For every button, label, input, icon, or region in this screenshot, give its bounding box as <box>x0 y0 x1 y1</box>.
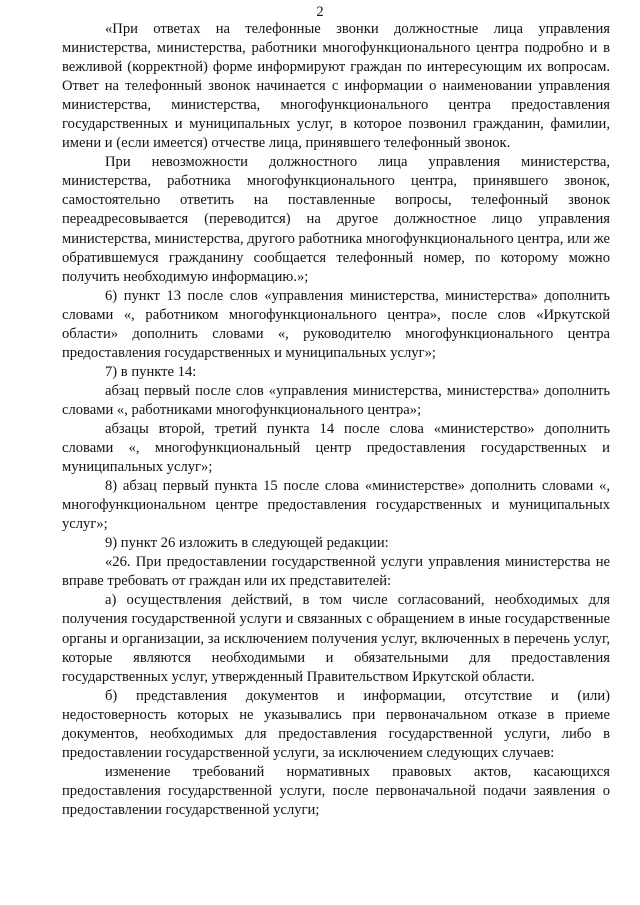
paragraph-item-7-first: абзац первый после слов «управления министерства, министерства» дополнить словами «, работниками многофункционального центра»; <box>62 382 610 418</box>
paragraph-item-6: 6) пункт 13 после слов «управления министерства, министерства» дополнить словами «, работником многофункционального центра», после слов «Иркутской области» дополнить словами «, руководителю многофункционального центра предоставления государственных и муниципальных услуг»; <box>62 287 610 361</box>
paragraph-item-9: 9) пункт 26 изложить в следующей редакции: <box>105 535 389 552</box>
paragraph-call-redirect: При невозможности должностного лица управления министерства, министерства, работника многофункционального центра, принявшего звонок, самостоятельно ответить на поставленные вопросы, телефонный звонок переадресовывается (переводится) на другое должностное лицо управления министерства, министерства, другого работника многофункционального центра, или же обратившемуся гражданину сообщается телефонный номер, по которому можно получить необходимую информацию.»; <box>62 154 610 285</box>
paragraph-item-7-second-third: абзацы второй, третий пункта 14 после слова «министерство» дополнить словами «, многофункциональный центр предоставления государственных и муниципальных услуг»; <box>62 420 610 476</box>
page-number: 2 <box>316 4 324 20</box>
paragraph-clause-26-a: а) осуществления действий, в том числе согласований, необходимых для получения государственной услуги и связанных с обращением в иные государственные органы и организации, за исключением получения услуг, включенных в перечень услуг, которые являются необходимыми и обязательными для предоставления государственных услуг, утвержденный Правительством Иркутской области. <box>62 592 610 685</box>
paragraph-item-7: 7) в пункте 14: <box>105 363 197 380</box>
paragraph-item-8: 8) абзац первый пункта 15 после слова «министерстве» дополнить словами «, многофункциональном центре предоставления государственных и муниципальных услуг»; <box>62 478 610 533</box>
document-body <box>62 20 610 820</box>
paragraph-clause-26-b: б) представления документов и информации, отсутствие и (или) недостоверность которых не указывались при первоначальном отказе в приеме документов, необходимых для предоставления государственной услуги, либо в предоставлении государственной услуги, за исключением следующих случаев: <box>62 687 610 761</box>
paragraph-requirements-change: изменение требований нормативных правовых актов, касающихся предоставления государственной услуги, после первоначальной подачи заявления о предоставлении государственной услуги; <box>62 763 610 818</box>
paragraph-clause-26: «26. При предоставлении государственной услуги управления министерства не вправе требовать от граждан или их представителей: <box>62 554 610 590</box>
paragraph-phone-answers: «При ответах на телефонные звонки должностные лица управления министерства, министерства, работники многофункционального центра подробно и в вежливой (корректной) форме информируют граждан по интересующим их вопросам. Ответ на телефонный звонок начинается с информации о наименовании управления министерства, министерства, многофункционального центра предоставления государственных и муниципальных услуг, в которое позвонил гражданин, фамилии, имени и (если имеется) отчестве лица, принявшего телефонный звонок. <box>62 21 610 152</box>
